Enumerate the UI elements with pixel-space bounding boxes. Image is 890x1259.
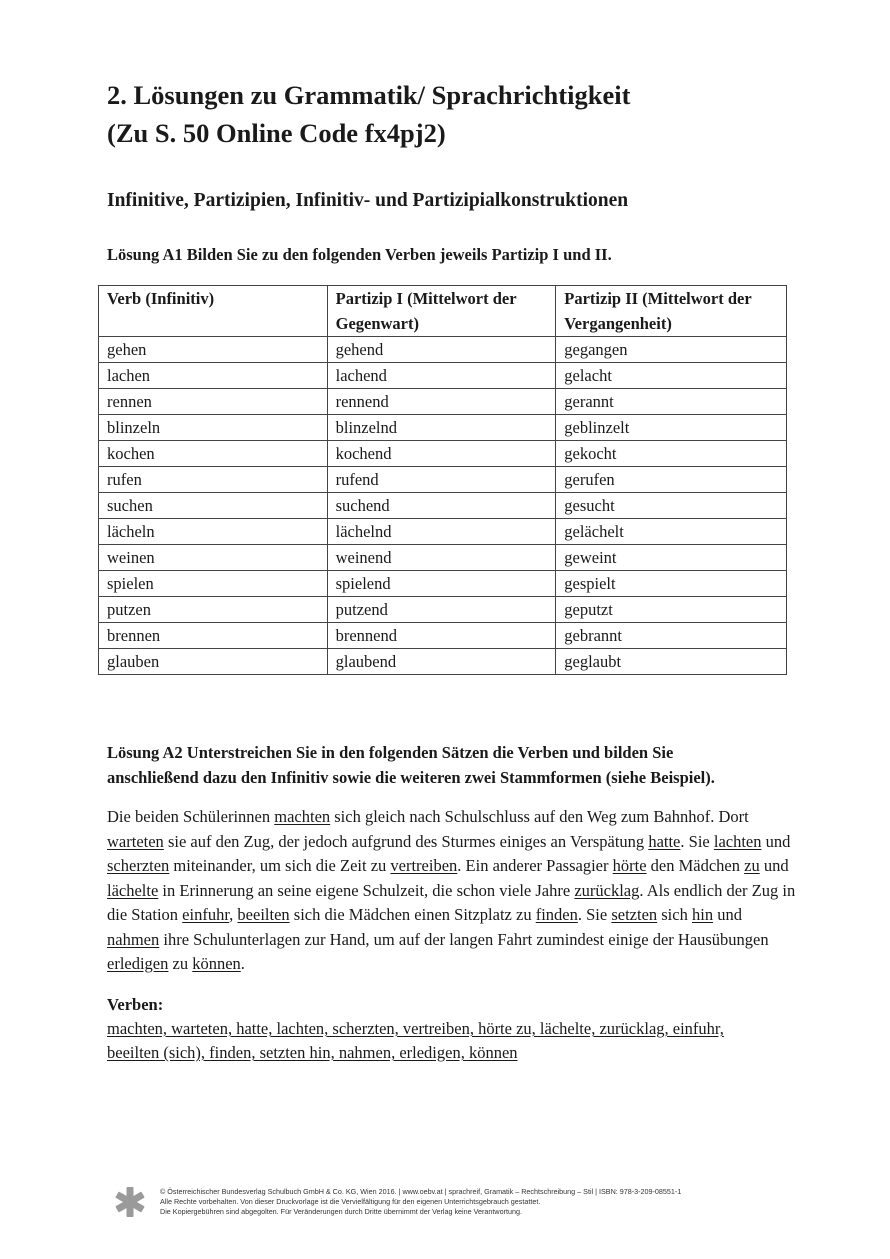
asterisk-logo-svg — [114, 1186, 146, 1218]
cell-infinitive: lächeln — [99, 519, 328, 545]
cell-partizip-1: kochend — [327, 441, 556, 467]
cell-partizip-2: gelacht — [556, 363, 787, 389]
table-row — [99, 441, 787, 467]
cell-partizip-2: gebrannt — [556, 623, 787, 649]
cell-partizip-1: rufend — [327, 467, 556, 493]
verbs-label: Verben: — [107, 995, 164, 1014]
text-segment: ihre Schulunterlagen zur Hand, um auf der langen Fahrt zumindest einige der Hausübungen — [159, 929, 769, 949]
text-segment: . Ein anderer Passagier — [457, 856, 613, 875]
cell-partizip-1: glaubend — [327, 649, 556, 675]
cell-partizip-1: lächelnd — [327, 519, 556, 545]
underlined-verb: setzten — [611, 905, 658, 924]
cell-partizip-1: suchend — [327, 493, 556, 519]
text-segment: und — [761, 831, 791, 851]
text-segment: sich — [657, 905, 692, 924]
participle-table — [98, 285, 787, 675]
footer-copyright — [160, 1187, 800, 1217]
text-segment: und — [759, 856, 789, 875]
task-a2-heading — [107, 740, 807, 790]
cell-infinitive: lachen — [99, 363, 328, 389]
verbs-list-line-2: beeilten (sich), finden, setzten hin, nahmen, erledigen, können — [107, 1043, 518, 1062]
cell-infinitive: rufen — [99, 467, 328, 493]
header-infinitive: Verb (Infinitiv) — [99, 286, 328, 337]
table-body — [99, 337, 787, 675]
cell-infinitive: suchen — [99, 493, 328, 519]
cell-partizip-2: gerannt — [556, 389, 787, 415]
page-title — [107, 76, 630, 152]
underlined-verb: erledigen — [107, 954, 169, 973]
cell-partizip-2: gerufen — [556, 467, 787, 493]
underlined-verb: finden — [535, 905, 578, 924]
text-segment: . — [240, 954, 245, 973]
task-a2-line-1: Lösung A2 Unterstreichen Sie in den folgenden Sätzen die Verben und bilden Sie — [107, 743, 674, 762]
text-segment: miteinander, um sich die Zeit zu — [169, 856, 391, 875]
table-row — [99, 337, 787, 363]
underlined-verb: hatte — [648, 831, 681, 851]
table-header-row — [99, 286, 787, 337]
text-segment: , — [229, 905, 238, 924]
header-partizip-1: Partizip I (Mittelwort der Gegenwart) — [327, 286, 556, 337]
text-segment: . Als endlich der Zug in die Station — [107, 880, 796, 924]
cell-partizip-1: lachend — [327, 363, 556, 389]
header-partizip-2: Partizip II (Mittelwort der Vergangenheit) — [556, 286, 787, 337]
underlined-verb: machten — [274, 807, 331, 826]
text-segment: zu — [168, 954, 193, 973]
underlined-verb: lächelte — [107, 880, 159, 900]
cell-infinitive: blinzeln — [99, 415, 328, 441]
cell-partizip-1: gehend — [327, 337, 556, 363]
underlined-verb: einfuhr — [182, 905, 230, 924]
table-row — [99, 649, 787, 675]
cell-infinitive: gehen — [99, 337, 328, 363]
text-segment: . Sie — [680, 831, 714, 851]
table-row — [99, 363, 787, 389]
underlined-verb: nahmen — [107, 929, 160, 949]
cell-partizip-2: geweint — [556, 545, 787, 571]
cell-partizip-2: gelächelt — [556, 519, 787, 545]
underlined-verb: lachten — [713, 831, 762, 851]
table-row — [99, 389, 787, 415]
text-segment: Die beiden Schülerinnen — [107, 807, 275, 826]
cell-partizip-2: geblinzelt — [556, 415, 787, 441]
task-a2-paragraph — [107, 805, 797, 977]
cell-partizip-2: geputzt — [556, 597, 787, 623]
cell-partizip-2: gesucht — [556, 493, 787, 519]
cell-partizip-2: geglaubt — [556, 649, 787, 675]
cell-partizip-1: putzend — [327, 597, 556, 623]
table-row — [99, 623, 787, 649]
cell-partizip-1: spielend — [327, 571, 556, 597]
cell-infinitive: rennen — [99, 389, 328, 415]
text-segment: sich die Mädchen einen Sitzplatz zu — [289, 905, 536, 924]
underlined-verb: scherzten — [107, 856, 170, 875]
footer-line-2: Alle Rechte vorbehalten. Von dieser Druckvorlage ist die Vervielfältigung für den eigenen Unterrichtsgebrauch gestattet. — [160, 1197, 541, 1206]
text-segment: . Sie — [577, 905, 612, 924]
footer-line-1: © Österreichischer Bundesverlag Schulbuch GmbH & Co. KG, Wien 2016. | www.oebv.at | sprachreif, Gramatik – Rechtschreibung – Stil | ISBN: 978-3-209-08551-1 — [160, 1187, 682, 1196]
text-segment: sie auf den Zug, der jedoch aufgrund des Sturmes einiges an Verspätung — [163, 831, 649, 851]
underlined-verb: können — [192, 954, 241, 973]
cell-partizip-2: gespielt — [556, 571, 787, 597]
section-heading: Infinitive, Partizipien, Infinitiv- und Partizipialkonstruktionen — [107, 190, 629, 211]
text-segment: den Mädchen — [646, 856, 745, 875]
text-segment: und — [713, 905, 742, 924]
cell-infinitive: weinen — [99, 545, 328, 571]
task-a2-line-2: anschließend dazu den Infinitiv sowie die weiteren zwei Stammformen (siehe Beispiel). — [107, 768, 715, 787]
underlined-verb: zu — [744, 856, 760, 875]
table-row — [99, 545, 787, 571]
table-row — [99, 571, 787, 597]
table-row — [99, 467, 787, 493]
text-segment: sich gleich nach Schulschluss auf den Weg zum Bahnhof. Dort — [330, 807, 749, 826]
footer-line-3: Die Kopiergebühren sind abgegolten. Für Veränderungen durch Dritte übernimmt der Verlag keine Verantwortung. — [160, 1207, 522, 1216]
cell-partizip-1: rennend — [327, 389, 556, 415]
verbs-list-line-1: machten, warteten, hatte, lachten, scherzten, vertreiben, hörte zu, lächelte, zurücklag, einfuhr, — [107, 1019, 724, 1038]
cell-infinitive: spielen — [99, 571, 328, 597]
task-a1-heading: Lösung A1 Bilden Sie zu den folgenden Verben jeweils Partizip I und II. — [107, 245, 612, 264]
underlined-verb: zurücklag — [574, 880, 640, 900]
title-line-2: (Zu S. 50 Online Code fx4pj2) — [107, 118, 446, 148]
table-row — [99, 597, 787, 623]
table-row — [99, 519, 787, 545]
cell-partizip-1: weinend — [327, 545, 556, 571]
underlined-verb: hin — [691, 905, 714, 924]
cell-partizip-1: blinzelnd — [327, 415, 556, 441]
cell-infinitive: putzen — [99, 597, 328, 623]
table-row — [99, 415, 787, 441]
cell-infinitive: brennen — [99, 623, 328, 649]
text-segment: in Erinnerung an seine eigene Schulzeit, die schon viele Jahre — [158, 880, 575, 900]
title-line-1: 2. Lösungen zu Grammatik/ Sprachrichtigkeit — [107, 80, 631, 110]
underlined-verb: vertreiben — [390, 856, 458, 875]
cell-partizip-1: brennend — [327, 623, 556, 649]
asterisk-logo-icon — [114, 1186, 146, 1223]
underlined-verb: hörte — [612, 856, 647, 875]
underlined-verb: beeilten — [237, 905, 290, 924]
cell-infinitive: glauben — [99, 649, 328, 675]
underlined-verb: warteten — [107, 831, 164, 851]
table-row — [99, 493, 787, 519]
cell-infinitive: kochen — [99, 441, 328, 467]
cell-partizip-2: gekocht — [556, 441, 787, 467]
cell-partizip-2: gegangen — [556, 337, 787, 363]
